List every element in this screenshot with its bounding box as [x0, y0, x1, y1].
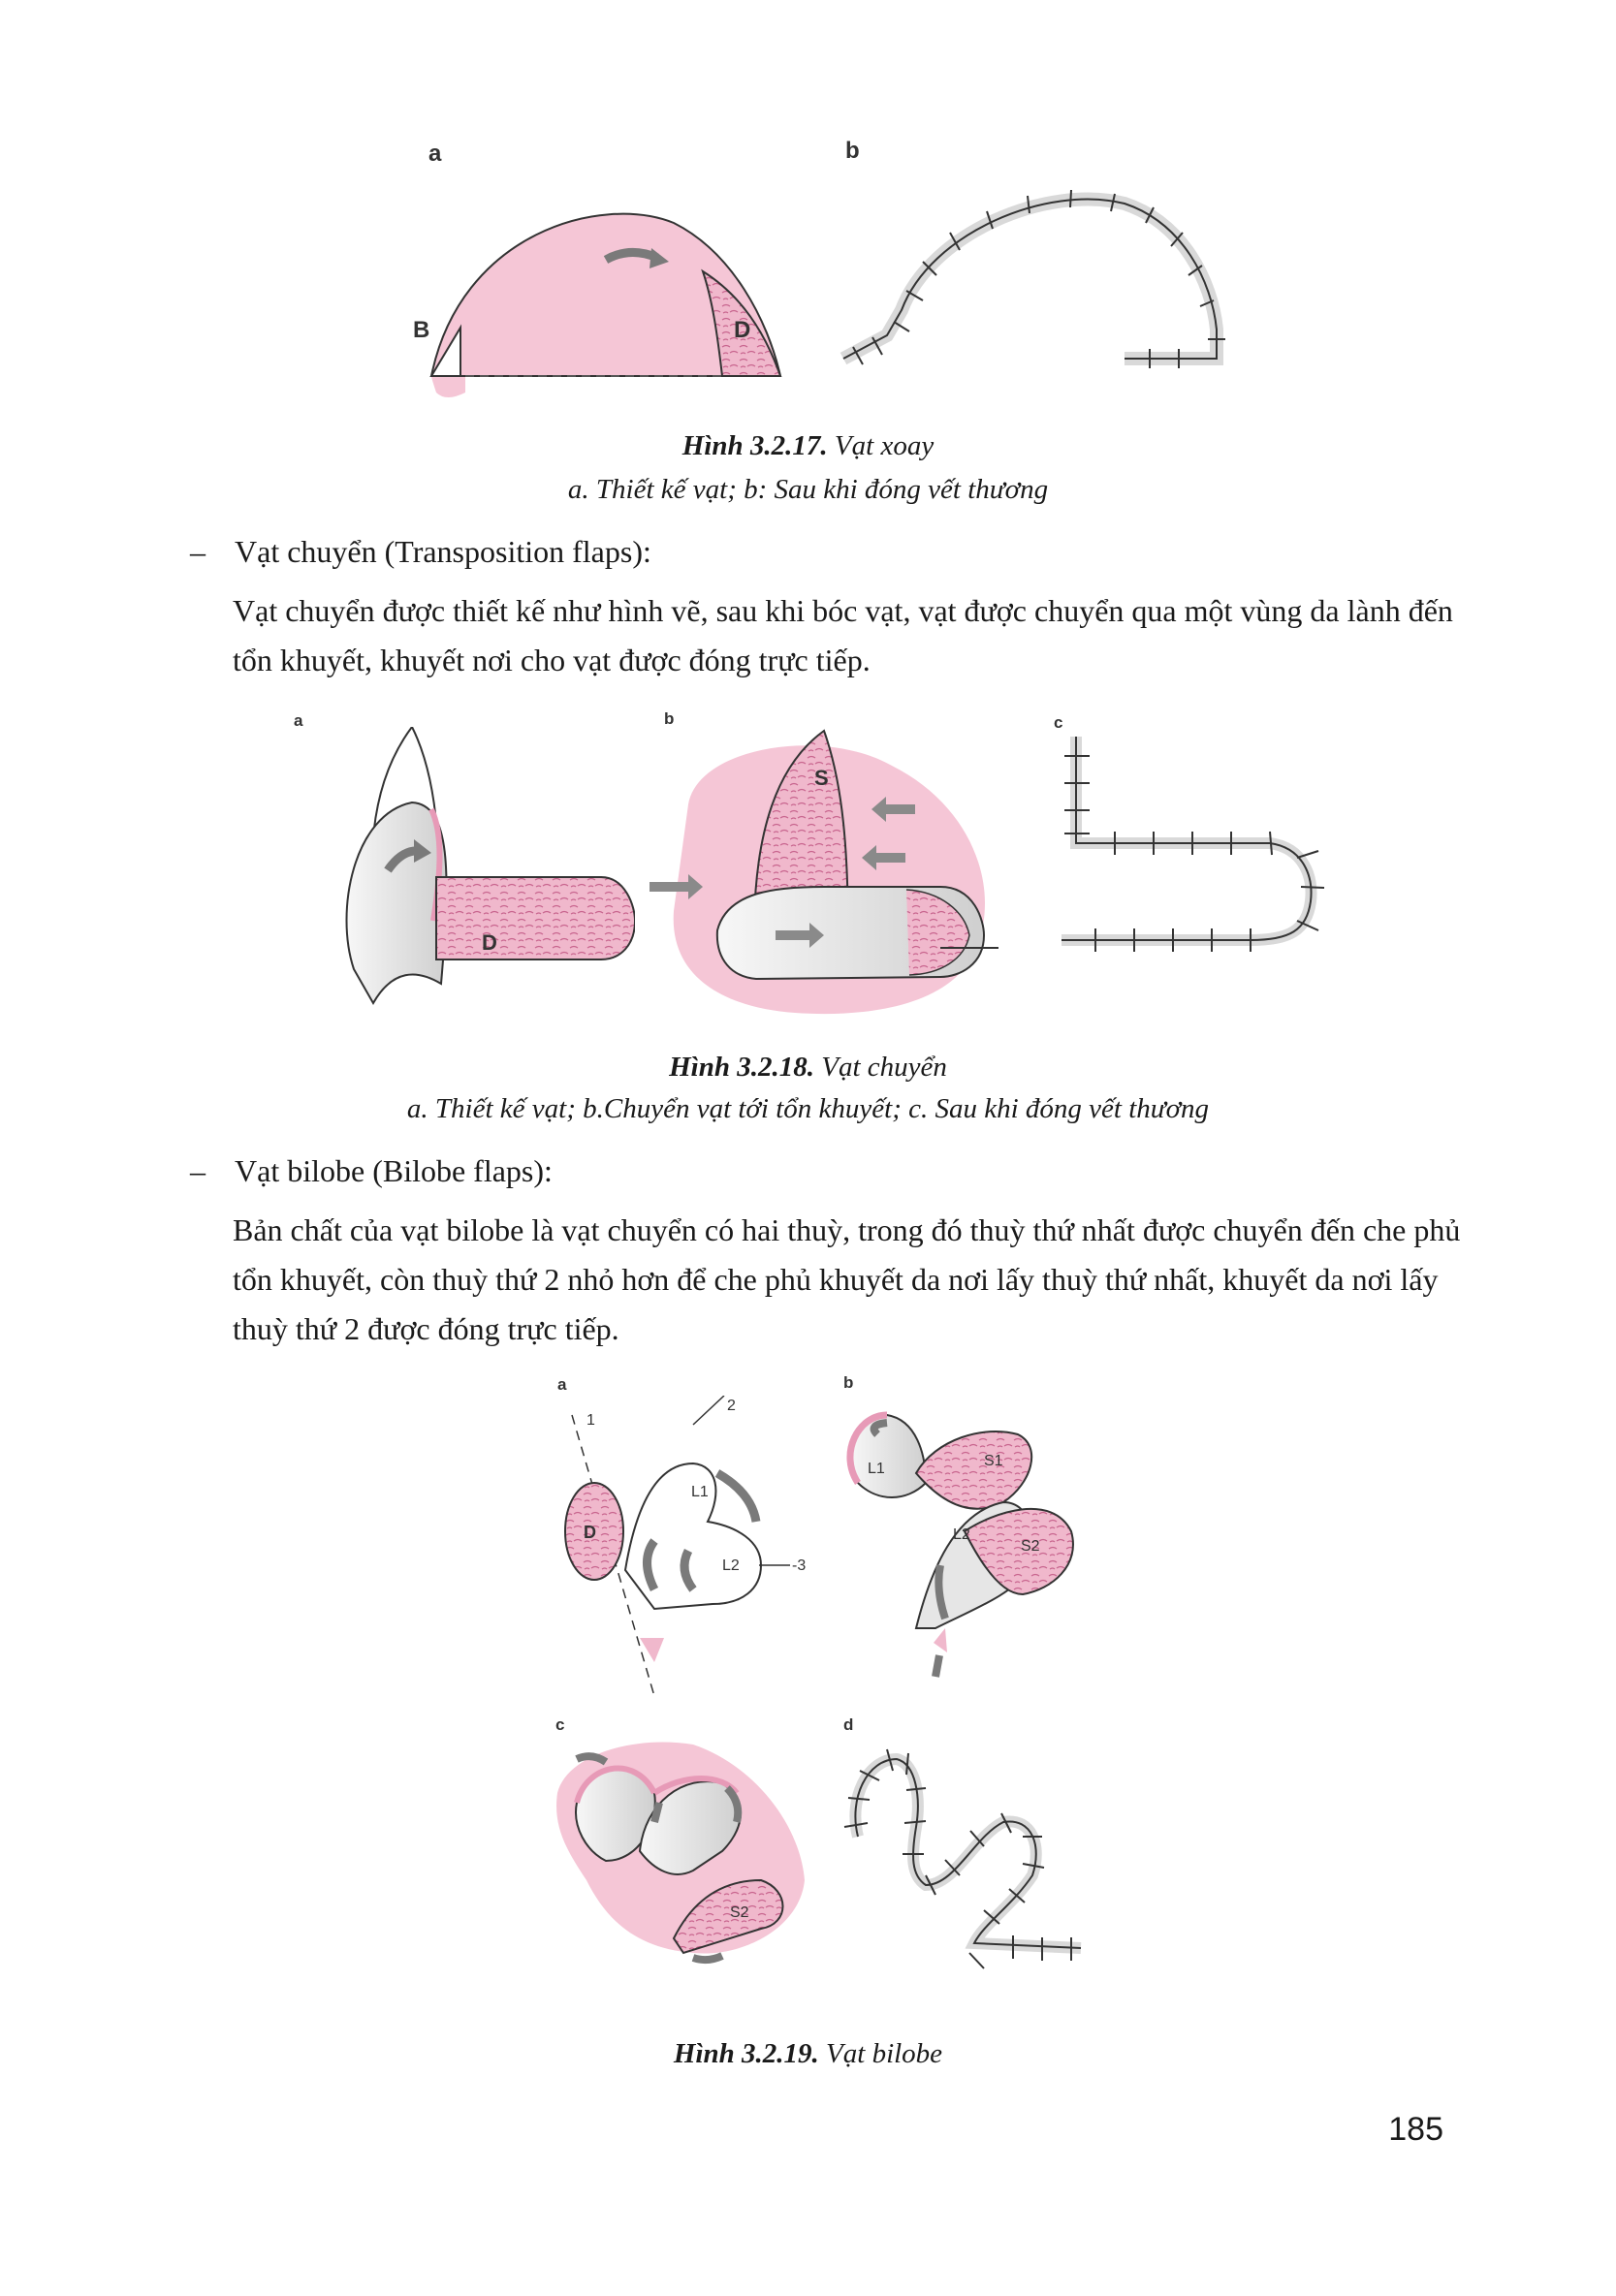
transposition-flap-design-diagram: [325, 727, 635, 1018]
label-L1: L1: [868, 1461, 885, 1477]
panel-label-c: c: [1054, 713, 1063, 732]
transposition-flap-transfer-diagram: [650, 727, 1037, 1027]
figure-3-2-19-caption-text: Vạt bilobe: [818, 2038, 943, 2069]
panel-label-b: b: [664, 709, 675, 728]
transposition-bullet-heading: [190, 534, 651, 570]
label-D: D: [482, 930, 497, 955]
panel-label-b: b: [845, 138, 860, 164]
label-L1: L1: [691, 1484, 709, 1500]
rotation-flap-sutured-diagram: [834, 165, 1260, 426]
figure-3-2-17-caption-label: Hình 3.2.17.: [681, 430, 828, 461]
figure-3-2-18: [286, 708, 1343, 1027]
rotation-flap-design-diagram: [407, 126, 814, 417]
label-S2: S2: [730, 1904, 749, 1921]
figure-3-2-19: [548, 1371, 1110, 2011]
bilobe-flap-transfer-diagram: [839, 1396, 1110, 1706]
label-B: B: [413, 317, 430, 343]
panel-label-a: a: [294, 711, 303, 730]
figure-3-2-19-caption-label: Hình 3.2.19.: [673, 2038, 819, 2069]
panel-label-d: d: [843, 1715, 854, 1734]
panel-label-c: c: [555, 1715, 565, 1734]
bilobe-paragraph: Bản chất của vạt bilobe là vạt chuyển có hai thuỳ, trong đó thuỳ thứ nhất được chuyển đến che phủ tổn khuyết, còn thuỳ thứ 2 nhỏ hơn để che phủ khuyết da nơi lấy thuỳ thứ nhất, khuyết da nơi lấy thuỳ thứ 2 được đóng trực tiếp.: [233, 1212, 1461, 1346]
label-S: S: [814, 766, 829, 790]
panel-label-a: a: [428, 141, 442, 167]
bilobe-heading: Vạt bilobe (Bilobe flaps):: [235, 1153, 553, 1188]
transposition-flap-sutured-diagram: [1057, 737, 1347, 1018]
bilobe-flap-sutured-diagram: [839, 1740, 1110, 1982]
num-3: -3: [792, 1557, 807, 1574]
panel-label-a: a: [557, 1375, 567, 1394]
label-S1: S1: [984, 1453, 1003, 1469]
bilobe-flap-design-diagram: [548, 1396, 829, 1715]
label-S2: S2: [1021, 1538, 1040, 1555]
bullet-dash: –: [190, 1153, 206, 1188]
num-1: 1: [586, 1412, 595, 1429]
label-L2: L2: [722, 1557, 740, 1574]
figure-3-2-17: [407, 126, 1260, 417]
figure-3-2-18-caption-text: Vạt chuyển: [813, 1052, 947, 1083]
transposition-heading: Vạt chuyển (Transposition flaps):: [235, 534, 651, 569]
label-D: D: [734, 317, 751, 343]
figure-3-2-17-caption-text: Vạt xoay: [827, 430, 935, 461]
figure-3-2-17-caption-sub: a. Thiết kế vạt; b: Sau khi đóng vết thương: [567, 474, 1049, 505]
num-2: 2: [727, 1398, 736, 1414]
bilobe-flap-closing-diagram: [548, 1735, 829, 1987]
transposition-paragraph: Vạt chuyển được thiết kế như hình vẽ, sau khi bóc vạt, vạt được chuyển qua một vùng da lành đến tổn khuyết, khuyết nơi cho vạt được đóng trực tiếp.: [233, 593, 1453, 677]
label-D: D: [584, 1523, 596, 1542]
figure-3-2-19-caption-title: [0, 2038, 1616, 2070]
bullet-dash: –: [190, 534, 206, 569]
label-L2: L2: [953, 1526, 970, 1543]
bilobe-bullet-heading: [190, 1153, 553, 1189]
panel-label-b: b: [843, 1373, 854, 1392]
figure-3-2-18-caption-title: [0, 1052, 1616, 1084]
page-number: 185: [1388, 2111, 1443, 2148]
figure-3-2-18-caption-sub: a. Thiết kế vạt; b.Chuyển vạt tới tổn khuyết; c. Sau khi đóng vết thương: [406, 1093, 1210, 1124]
figure-3-2-17-caption-title: [0, 430, 1616, 462]
figure-3-2-18-caption-label: Hình 3.2.18.: [669, 1052, 814, 1083]
